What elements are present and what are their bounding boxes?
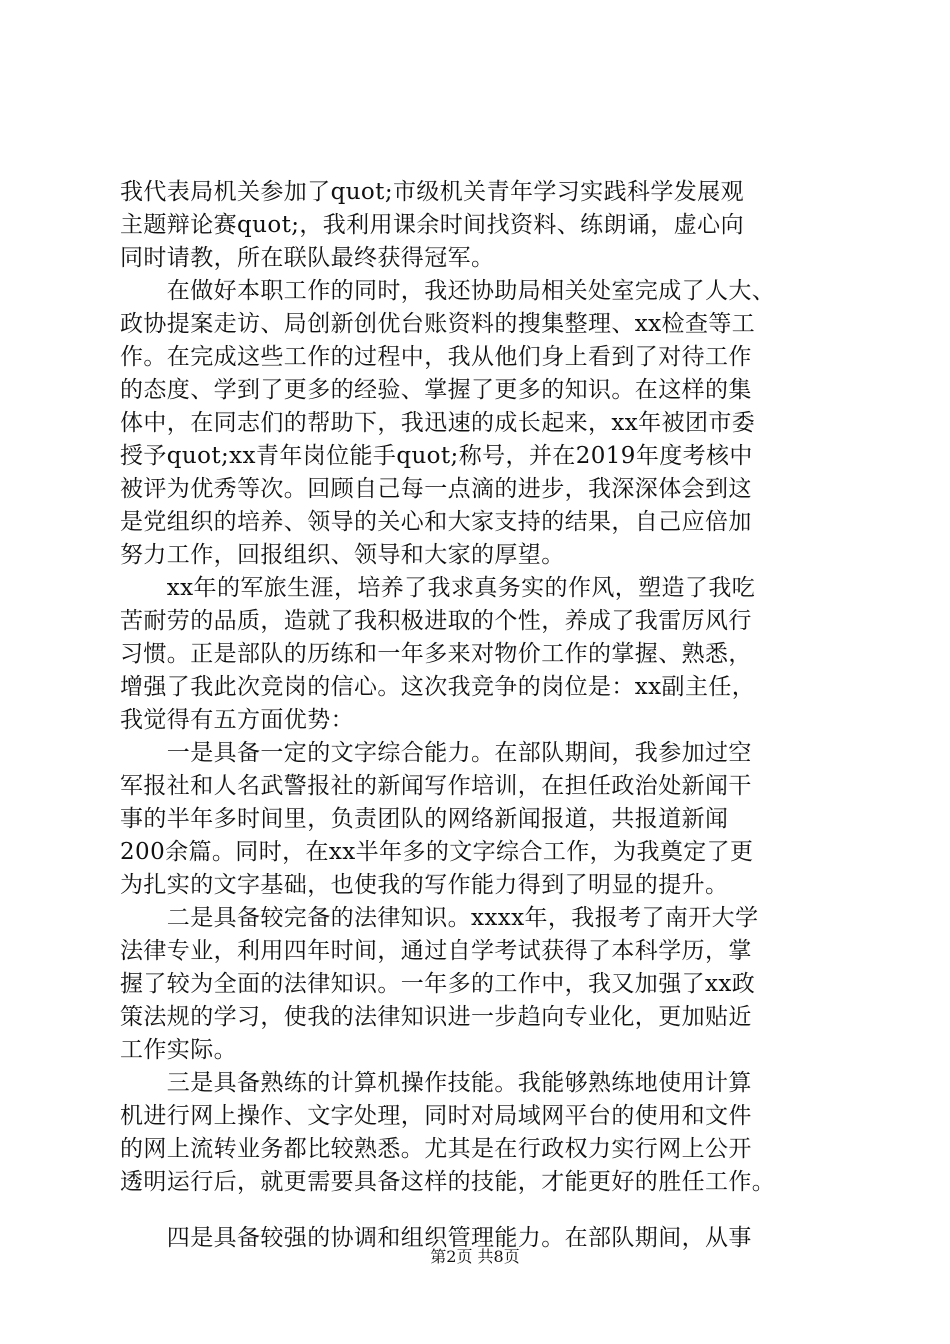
text-line-19: 军报社和人名武警报社的新闻写作培训，在担任政治处新闻干 [120,773,752,799]
text-line-15: 习惯。正是部队的历练和一年多来对物价工作的掌握、熟悉， [120,641,752,667]
text-line-32: 四是具备较强的协调和组织管理能力。在部队期间，从事 [120,1225,752,1251]
text-line-2: 主题辩论赛quot;，我利用课余时间找资料、练朗诵，虚心向 [120,212,744,238]
text-line-17: 我觉得有五方面优势： [120,707,354,733]
text-line-31: 透明运行后，就更需要具备这样的技能，才能更好的胜任工作。 [120,1169,776,1195]
text-line-8: 体中，在同志们的帮助下，我迅速的成长起来，xx年被团市委 [120,410,756,436]
text-line-28: 三是具备熟练的计算机操作技能。我能够熟练地使用计算 [120,1070,752,1096]
text-line-25: 握了较为全面的法律知识。一年多的工作中，我又加强了xx政 [120,971,756,997]
text-line-6: 作。在完成这些工作的过程中，我从他们身上看到了对待工作 [120,344,752,370]
text-line-30: 的网上流转业务都比较熟悉。尤其是在行政权力实行网上公开 [120,1136,752,1162]
text-line-5: 政协提案走访、局创新创优台账资料的搜集整理、xx检查等工 [120,311,756,337]
text-line-1: 我代表局机关参加了quot;市级机关青年学习实践科学发展观 [120,179,744,205]
text-line-3: 同时请教，所在联队最终获得冠军。 [120,245,495,271]
text-line-26: 策法规的学习，使我的法律知识进一步趋向专业化，更加贴近 [120,1004,752,1030]
text-line-29: 机进行网上操作、文字处理，同时对局域网平台的使用和文件 [120,1103,752,1129]
text-line-21: 200余篇。同时，在xx半年多的文字综合工作，为我奠定了更 [120,839,754,865]
text-line-18: 一是具备一定的文字综合能力。在部队期间，我参加过空 [120,740,752,766]
text-line-22: 为扎实的文字基础，也使我的写作能力得到了明显的提升。 [120,872,729,898]
text-line-10: 被评为优秀等次。回顾自己每一点滴的进步，我深深体会到这 [120,476,752,502]
page-number-footer: 第2页 共8页 [430,1247,520,1266]
text-line-4: 在做好本职工作的同时，我还协助局相关处室完成了人大、 [120,278,776,304]
text-line-12: 努力工作，回报组织、领导和大家的厚望。 [120,542,565,568]
text-line-13: xx年的军旅生涯，培养了我求真务实的作风，塑造了我吃 [120,575,756,601]
text-line-14: 苦耐劳的品质，造就了我积极进取的个性，养成了我雷厉风行 [120,608,752,634]
text-line-27: 工作实际。 [120,1037,237,1063]
text-line-20: 事的半年多时间里，负责团队的网络新闻报道，共报道新闻 [120,806,729,832]
text-line-16: 增强了我此次竞岗的信心。这次我竞争的岗位是：xx副主任， [120,674,756,700]
text-line-7: 的态度、学到了更多的经验、掌握了更多的知识。在这样的集 [120,377,752,403]
text-line-11: 是党组织的培养、领导的关心和大家支持的结果，自己应倍加 [120,509,752,535]
text-line-24: 法律专业，利用四年时间，通过自学考试获得了本科学历，掌 [120,938,752,964]
text-line-23: 二是具备较完备的法律知识。xxxx年，我报考了南开大学 [120,905,759,931]
text-line-9: 授予quot;xx青年岗位能手quot;称号，并在2019年度考核中 [120,443,753,469]
